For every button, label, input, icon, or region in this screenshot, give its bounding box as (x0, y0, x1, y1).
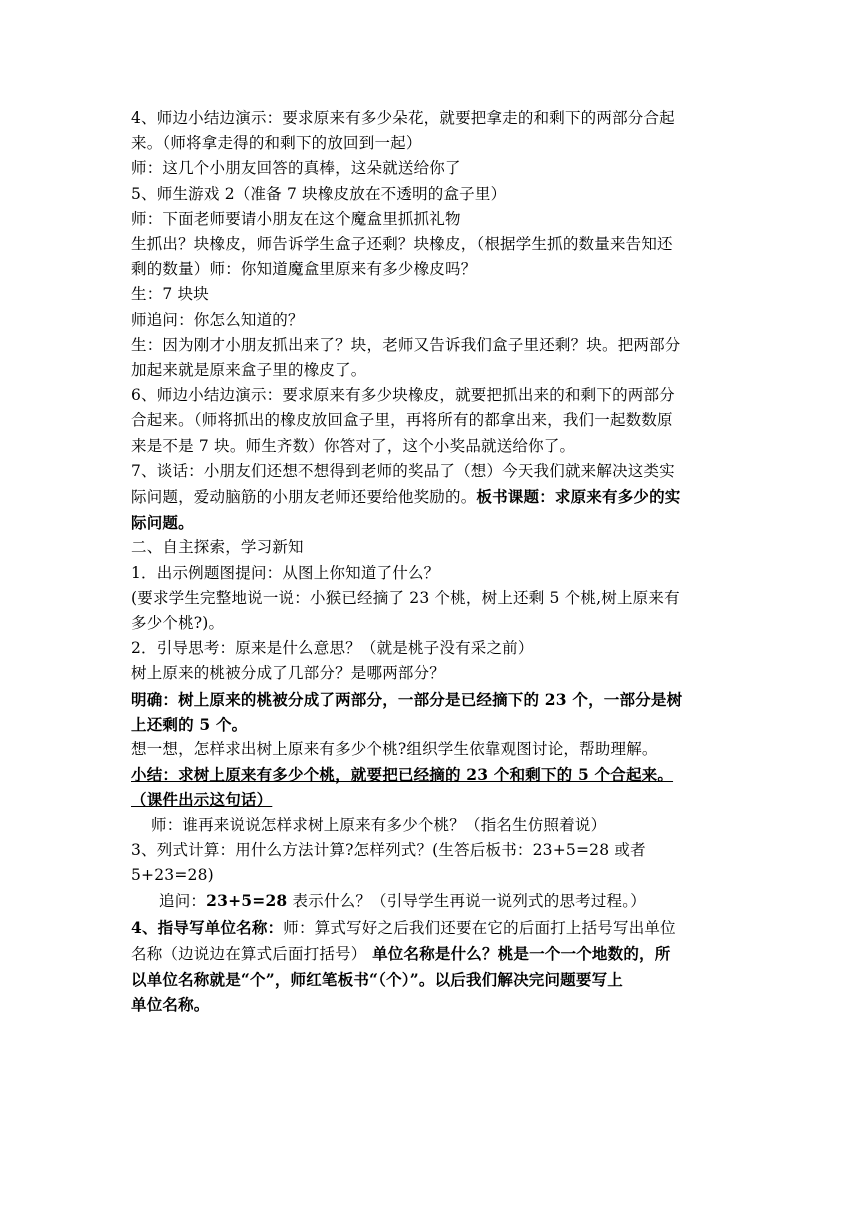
text-line: 2．引导思考：原来是什么意思？（就是桃子没有采之前） (131, 639, 534, 658)
text-run: 追问： (159, 892, 207, 911)
text-line: 1．出示例题图提问：从图上你知道了什么？ (131, 563, 440, 582)
text-run: 师：算式写好之后我们还要在它的后面打上括号写出单位 (283, 918, 676, 937)
text-line: 5、师生游戏 2（准备 7 块橡皮放在不透明的盒子里） (131, 184, 507, 203)
section-heading: 二、自主探索，学习新知 (131, 538, 304, 557)
text-line: 师：下面老师要请小朋友在这个魔盒里抓抓礼物 (131, 209, 461, 228)
bold-run-line: 以单位名称就是“个”，师红笔板书“（个）”。以后我们解决完问题要写上 (131, 969, 623, 989)
text-line: 生抓出？块橡皮，师告诉学生盒子还剩？块橡皮，（根据学生抓的数量来告知还 (131, 235, 673, 254)
text-line: 来是不是 7 块。师生齐数）你答对了，这个小奖品就送给你了。 (131, 436, 576, 455)
text-line (131, 888, 735, 914)
text-line: (要求学生完整地说一说：小猴已经摘了 23 个桃，树上还剩 5 个桃,树上原来有 (131, 588, 680, 607)
text-line: 3、列式计算：用什么方法计算?怎样列式？(生答后板书：23+5=28 或者 (131, 840, 646, 859)
summary-text: 小结：求树上原来有多少个桃，就要把已经摘的 23 个和剩下的 5 个合起来。 (131, 765, 674, 785)
board-title-text: 板书课题：求原来有多少的实 (476, 487, 681, 507)
text-run: 表示什么？（引导学生再说一说列式的思考过程。） (287, 892, 646, 911)
bold-heading-run: 4、指导写单位名称： (131, 917, 284, 937)
text-line: 生：7 块块 (131, 285, 209, 304)
equation-text: 23+5=28 (206, 891, 288, 911)
text-line: 6、师边小结边演示：要求原来有多少块橡皮，就要把抓出来的和剩下的两部分 (131, 386, 675, 405)
text-line: 想一想，怎样求出树上原来有多少个桃?组织学生依靠观图讨论，帮助理解。 (131, 740, 658, 759)
summary-underlined: （课件出示这句话） (131, 790, 273, 810)
summary-text (131, 787, 735, 812)
text-line: 师：谁再来说说怎样求树上原来有多少个桃？（指名生仿照着说） (151, 815, 607, 834)
text-line: 来。（师将拿走得的和剩下的放回到一起） (131, 134, 422, 153)
text-line: 树上原来的桃被分成了几部分？是哪两部分？ (131, 664, 446, 683)
text-line (131, 941, 735, 967)
text-line: 合起来。（师将抓出的橡皮放回盒子里，再将所有的都拿出来，我们一起数数原 (131, 411, 673, 430)
board-title-text: 际问题。 (131, 513, 194, 533)
document-page (131, 106, 735, 1017)
text-line: 师：这几个小朋友回答的真棒，这朵就送给你了 (131, 159, 461, 178)
text-line: 生：因为刚才小朋友抓出来了？块，老师又告诉我们盒子里还剩？块。把两部分 (131, 335, 681, 354)
text-line: 5+23=28) (131, 866, 214, 885)
text-line: 多少个桃?)。 (131, 614, 225, 633)
bold-clarify-text: 明确：树上原来的桃被分成了两部分，一部分是已经摘下的 23 个，一部分是树 (131, 689, 683, 709)
text-line: 4、师边小结边演示：要求原来有多少朵花，就要把拿走的和剩下的两部分合起 (131, 109, 675, 127)
text-run: 际问题，爱动脑筋的小朋友老师还要给他奖励的。 (131, 488, 477, 507)
text-line: 师追问：你怎么知道的？ (131, 310, 304, 329)
bold-run-line: 单位名称。 (131, 995, 210, 1015)
bold-clarify-text: 上还剩的 5 个。 (131, 714, 248, 734)
text-line (131, 915, 735, 941)
text-line: 7、谈话：小朋友们还想不想得到老师的奖品了（想）今天我们就来解决这类实 (131, 461, 675, 480)
text-line: 加起来就是原来盒子里的橡皮了。 (131, 361, 367, 380)
text-run: 名称（边说边在算式后面打括号） (131, 944, 367, 963)
text-line: 剩的数量）师：你知道魔盒里原来有多少橡皮吗？ (131, 260, 477, 279)
text-line (131, 484, 735, 510)
bold-run: 单位名称是什么？桃是一个一个地数的，所 (366, 943, 671, 963)
